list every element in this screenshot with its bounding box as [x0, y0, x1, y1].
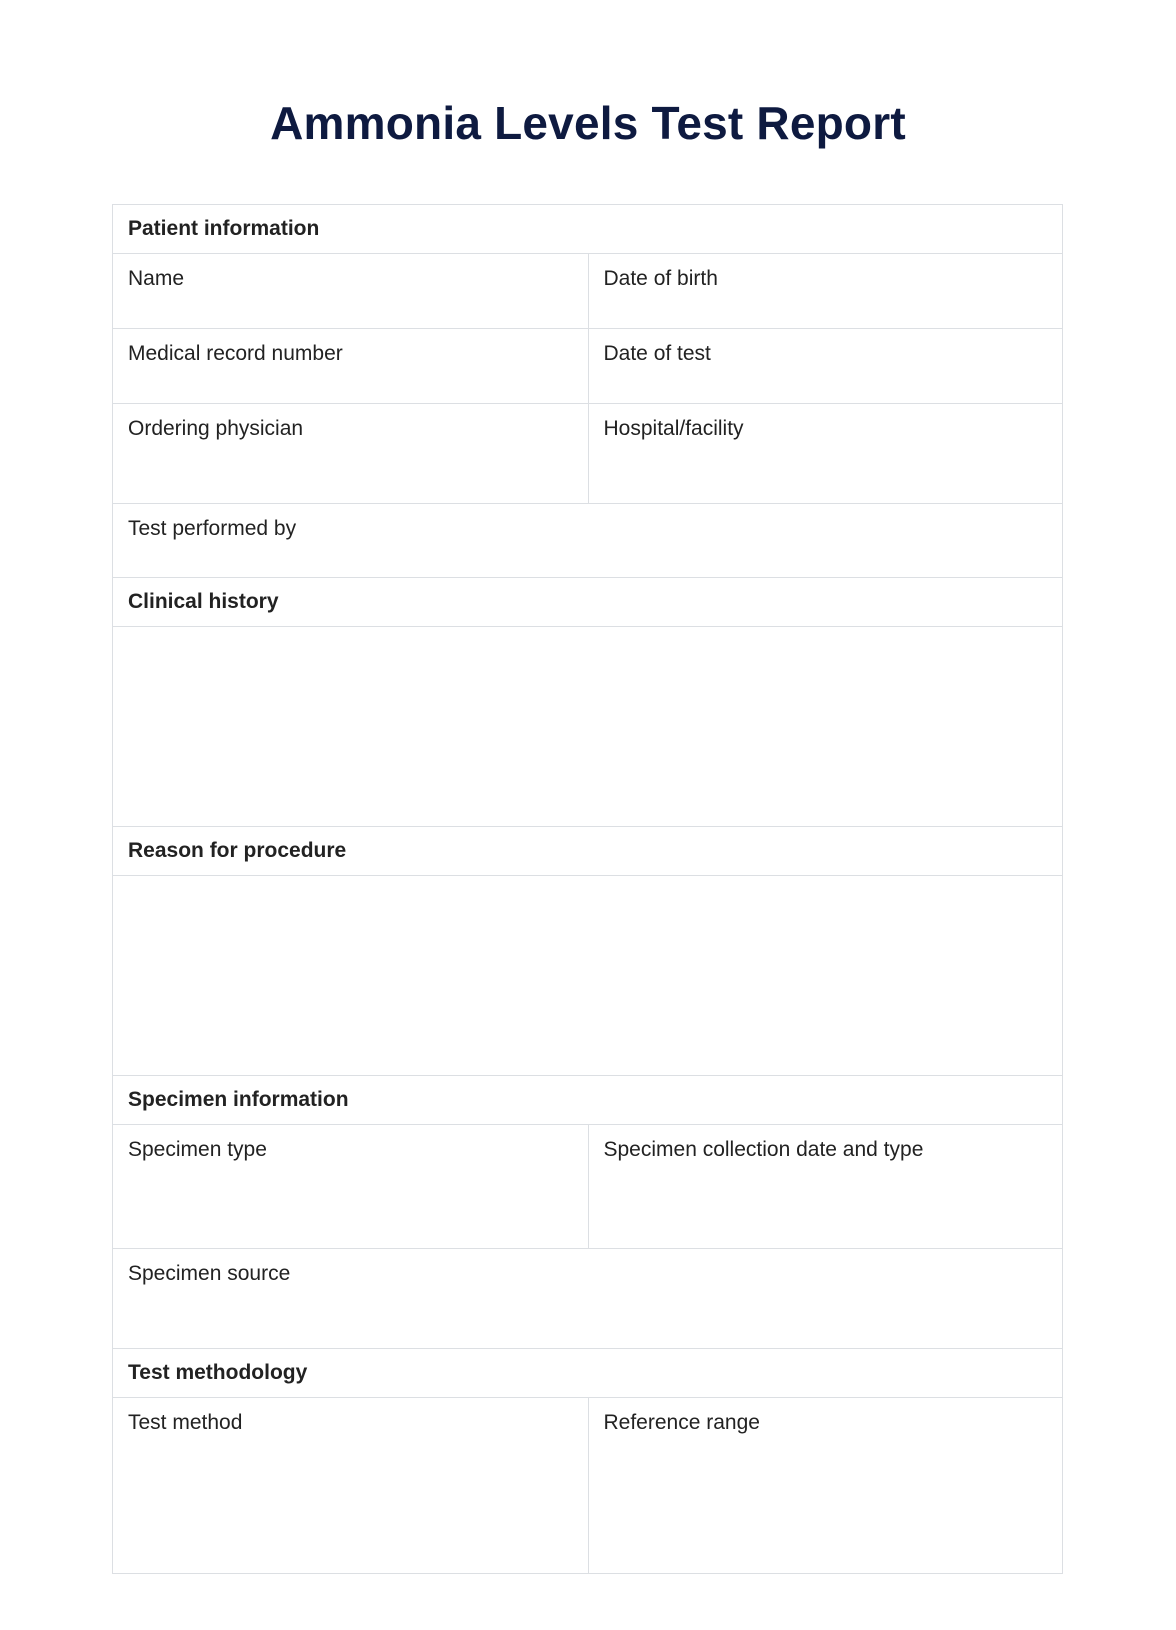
form-row	[113, 627, 1062, 827]
form-row	[113, 1398, 1062, 1573]
specimen-type-field[interactable]: Specimen type	[128, 1138, 267, 1161]
test-performed-by-field[interactable]: Test performed by	[128, 517, 297, 540]
section-heading: Clinical history	[128, 590, 279, 613]
section-specimen-information	[113, 1076, 1062, 1125]
medical-record-number-field[interactable]: Medical record number	[128, 342, 343, 365]
ordering-physician-field[interactable]: Ordering physician	[128, 417, 304, 440]
form-row	[113, 504, 1062, 578]
report-form	[112, 204, 1063, 1574]
date-of-test-field[interactable]: Date of test	[588, 329, 1063, 403]
test-method-field[interactable]: Test method	[128, 1411, 243, 1434]
reason-for-procedure-field[interactable]	[113, 876, 1062, 1075]
form-row	[113, 876, 1062, 1076]
section-heading: Patient information	[128, 217, 320, 240]
specimen-collection-field[interactable]: Specimen collection date and type	[588, 1125, 1063, 1248]
form-row	[113, 329, 1062, 404]
hospital-facility-field[interactable]: Hospital/facility	[588, 404, 1063, 503]
section-reason-for-procedure	[113, 827, 1062, 876]
section-test-methodology	[113, 1349, 1062, 1398]
section-heading: Specimen information	[128, 1088, 349, 1111]
specimen-source-field[interactable]: Specimen source	[128, 1262, 291, 1285]
section-clinical-history	[113, 578, 1062, 627]
form-row	[113, 404, 1062, 504]
section-patient-information	[113, 205, 1062, 254]
page-title: Ammonia Levels Test Report	[270, 97, 906, 149]
form-row	[113, 1125, 1062, 1249]
date-of-birth-field[interactable]: Date of birth	[588, 254, 1063, 328]
form-row	[113, 254, 1062, 329]
name-field[interactable]: Name	[128, 267, 185, 290]
section-heading: Test methodology	[128, 1361, 308, 1384]
clinical-history-field[interactable]	[113, 627, 1062, 826]
reference-range-field[interactable]: Reference range	[588, 1398, 1063, 1573]
section-heading: Reason for procedure	[128, 839, 347, 862]
form-row	[113, 1249, 1062, 1349]
